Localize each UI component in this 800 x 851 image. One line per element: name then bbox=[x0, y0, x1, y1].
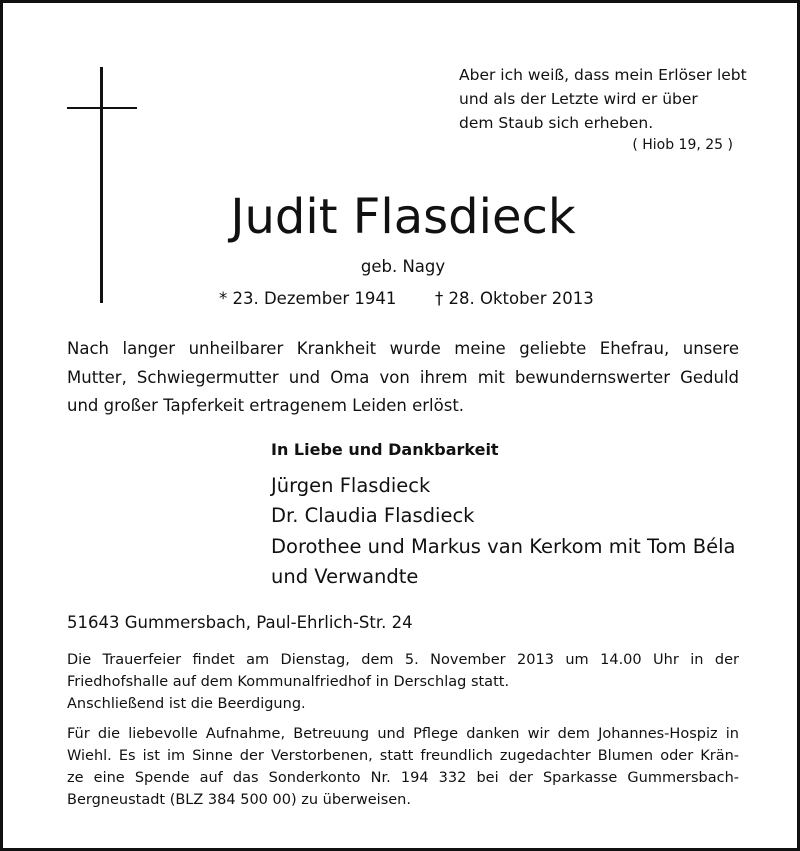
mourner-name: und Verwandte bbox=[271, 564, 419, 588]
quote-line: und als der Letzte wird er über bbox=[459, 90, 698, 108]
birth-date: * 23. Dezember 1941 bbox=[219, 289, 397, 308]
death-date: † 28. Oktober 2013 bbox=[435, 289, 594, 308]
maiden-name: geb. Nagy bbox=[360, 257, 446, 276]
thanks-heading: In Liebe und Dankbarkeit bbox=[271, 440, 499, 459]
family-address: 51643 Gummersbach, Paul-Ehrlich-Str. 24 bbox=[67, 613, 413, 632]
bible-quote bbox=[459, 63, 749, 135]
gratitude-line: Bergneustadt (BLZ 384 500 00) zu überweisen. bbox=[67, 792, 411, 808]
funeral-line: Friedhofshalle auf dem Kommunalfriedhof in Derschlag statt. bbox=[67, 674, 510, 690]
funeral-line: Die Trauerfeier findet am Dienstag, dem 5. November 2013 um 14.00 Uhr in der bbox=[67, 652, 739, 668]
announcement-line: Mutter, Schwiegermutter und Oma von ihrem mit bewundernswerter Geduld bbox=[67, 367, 739, 387]
gratitude-info bbox=[67, 723, 739, 811]
announcement-line: und großer Tapferkeit ertragenem Leiden erlöst. bbox=[67, 396, 465, 415]
gratitude-line: Wiehl. Es ist im Sinne der Verstorbenen, statt freundlich zugedachter Blumen oder Krän- bbox=[67, 748, 739, 764]
cross-horizontal-bar bbox=[67, 107, 137, 109]
quote-line: dem Staub sich erheben. bbox=[459, 114, 654, 132]
gratitude-line: Für die liebevolle Aufnahme, Betreuung und Pflege danken wir dem Johannes-Hospiz in bbox=[67, 726, 739, 742]
announcement-text bbox=[67, 335, 739, 421]
mourner-name: Dr. Claudia Flasdieck bbox=[271, 504, 475, 528]
announcement-line: Nach langer unheilbarer Krankheit wurde meine geliebte Ehefrau, unsere bbox=[67, 339, 739, 358]
mourners-list bbox=[271, 471, 735, 592]
mourner-name: Jürgen Flasdieck bbox=[271, 474, 431, 497]
quote-line: Aber ich weiß, dass mein Erlöser lebt bbox=[459, 66, 747, 84]
quote-reference: ( Hiob 19, 25 ) bbox=[632, 137, 733, 153]
funeral-info bbox=[67, 649, 739, 715]
mourner-name: Dorothee und Markus van Kerkom mit Tom Béla bbox=[271, 534, 736, 558]
deceased-name: Judit Flasdieck bbox=[230, 189, 576, 245]
funeral-line: Anschließend ist die Beerdigung. bbox=[67, 696, 306, 712]
gratitude-line: ze eine Spende auf das Sonderkonto Nr. 194 332 bei der Sparkasse Gummersbach- bbox=[67, 770, 739, 786]
